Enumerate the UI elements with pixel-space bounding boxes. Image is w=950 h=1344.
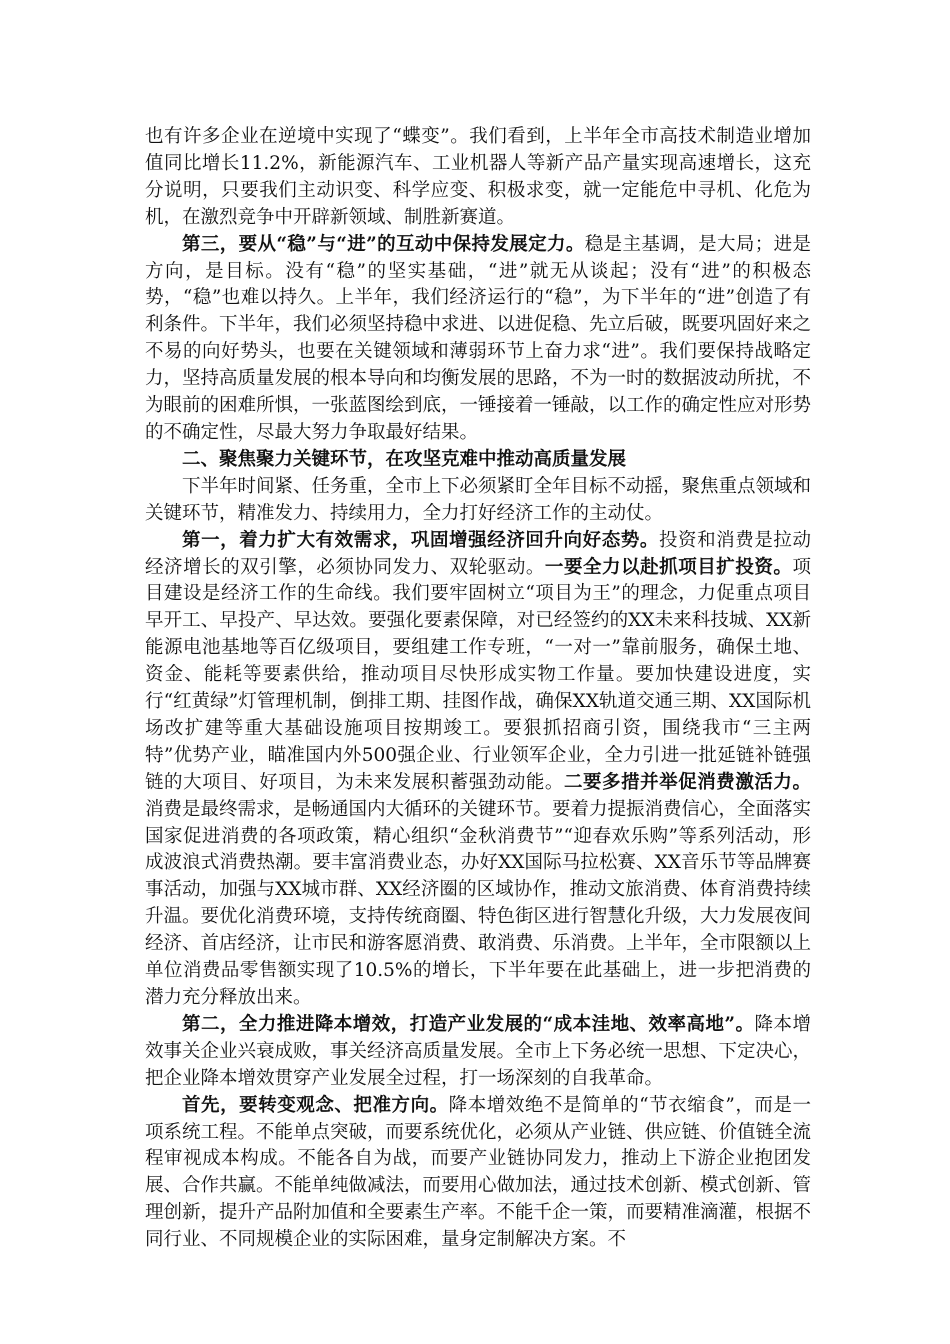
document-body [145, 124, 811, 1254]
paragraph-second-point [145, 1012, 811, 1093]
paragraph-text: 稳是主基调，是大局；进是方向，是目标。没有“稳”的坚实基础，“进”就无从谈起；没有“进”的积极态势，“稳”也难以持久。上半年，我们经济运行的“稳”，为下半年的“进”创造了有利条件。下半年，我们必须坚持稳中求进、以进促稳、先立后破，既要巩固好来之不易的向好势头，也要在关键领域和薄弱环节上奋力求“进”。我们要保持战略定力，坚持高质量发展的根本导向和均衡发展的思路，不为一时的数据波动所扰，不为眼前的困难所惧，一张蓝图绘到底，一锤接着一锤敲，以工作的确定性应对形势的不确定性，尽最大努力争取最好结果。 [145, 233, 812, 443]
inline-bold-point-one: 一要全力以赴抓项目扩投资。 [544, 556, 793, 578]
paragraph-intro [145, 474, 811, 528]
paragraph-continuation [145, 124, 811, 232]
paragraph-firstly [145, 1093, 811, 1254]
inline-bold-point-two: 二要多措并举促消费激活力。 [563, 771, 811, 793]
paragraph-third-point [145, 232, 811, 447]
paragraph-text: 降本增效事关企业兴衰成败，事关经济高质量发展。全市上下务必统一思想、下定决心，把企业降本增效贯穿产业发展全过程，打一场深刻的自我革命。 [145, 1013, 812, 1089]
paragraph-lead-bold: 第三，要从“稳”与“进”的互动中保持发展定力。 [182, 233, 585, 255]
paragraph-lead-bold: 首先，要转变观念、把准方向。 [182, 1094, 449, 1116]
section-heading-text: 二、聚焦聚力关键环节，在攻坚克难中推动高质量发展 [182, 448, 627, 470]
paragraph-first-point [145, 528, 811, 1012]
paragraph-lead-bold: 第一，着力扩大有效需求，巩固增强经济回升向好态势。 [182, 529, 659, 551]
paragraph-text: 项目建设是经济工作的生命线。我们要牢固树立“项目为王”的理念，力促重点项目早开工、早投产、早达效。要强化要素保障，对已经签约的XX未来科技城、XX新能源电池基地等百亿级项目，要组建工作专班，“一对一”靠前服务，确保土地、资金、能耗等要素供给，推动项目尽快形成实物工作量。要加快建设进度，实行“红黄绿”灯管理机制，倒排工期、挂图作战，确保XX轨道交通三期、XX国际机场改扩建等重大基础设施项目按期竣工。要狠抓招商引资，围绕我市“三主两特”优势产业，瞄准国内外500强企业、行业领军企业，全力引进一批延链补链强链的大项目、好项目，为未来发展积蓄强劲动能。 [145, 556, 811, 793]
paragraph-lead-bold: 第二，全力推进降本增效，打造产业发展的“成本洼地、效率高地”。 [182, 1013, 755, 1035]
section-heading [145, 447, 811, 474]
paragraph-text: 降本增效绝不是简单的“节衣缩食”，而是一项系统工程。不能单点突破，而要系统优化，必须从产业链、供应链、价值链全流程审视成本构成。不能各自为战，而要产业链协同发力，推动上下游企业抱团发展、合作共赢。不能单纯做减法，而要用心做加法，通过技术创新、模式创新、管理创新，提升产品附加值和全要素生产率。不能千企一策，而要精准滴灌，根据不同行业、不同规模企业的实际困难，量身定制解决方案。不 [145, 1094, 812, 1251]
paragraph-text: 下半年时间紧、任务重，全市上下必须紧盯全年目标不动摇，聚焦重点领域和关键环节，精准发力、持续用力，全力打好经济工作的主动仗。 [145, 475, 812, 524]
paragraph-text: 也有许多企业在逆境中实现了“蝶变”。我们看到，上半年全市高技术制造业增加值同比增长11.2%，新能源汽车、工业机器人等新产品产量实现高速增长，这充分说明，只要我们主动识变、科学应变、积极求变，就一定能危中寻机、化危为机，在激烈竞争中开辟新领域、制胜新赛道。 [145, 126, 811, 228]
paragraph-text: 投资和消费是拉动经济增长的双引擎，必须协同发力、双轮驱动。 [145, 529, 811, 578]
paragraph-text: 消费是最终需求，是畅通国内大循环的关键环节。要着力提振消费信心，全面落实国家促进消费的各项政策，精心组织“金秋消费节”“迎春欢乐购”等系列活动，形成波浪式消费热潮。要丰富消费业态，办好XX国际马拉松赛、XX音乐节等品牌赛事活动，加强与XX城市群、XX经济圈的区域协作，推动文旅消费、体育消费持续升温。要优化消费环境，支持传统商圈、特色街区进行智慧化升级，大力发展夜间经济、首店经济，让市民和游客愿消费、敢消费、乐消费。上半年，全市限额以上单位消费品零售额实现了10.5%的增长，下半年要在此基础上，进一步把消费的潜力充分释放出来。 [145, 798, 812, 1008]
